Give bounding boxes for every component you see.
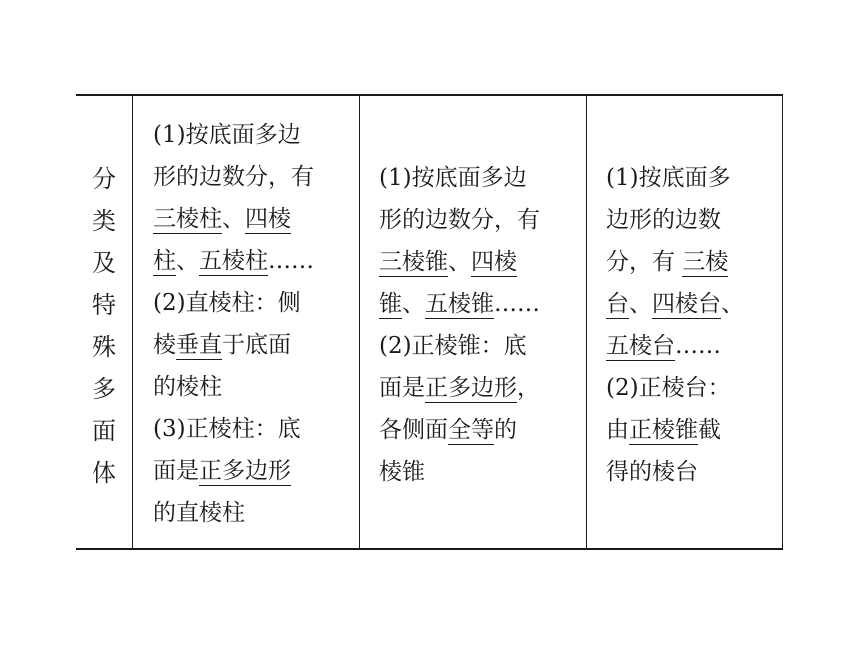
row-header-char: 体 [92, 459, 116, 487]
row-header-char: 及 [92, 249, 116, 277]
text-line [153, 198, 349, 240]
text-line [153, 240, 349, 282]
prism-cell [132, 96, 359, 548]
answer-blank: 柱 [153, 248, 176, 274]
answer-blank: 锥 [379, 291, 402, 317]
text-line: (1)按底面多边 [379, 165, 527, 191]
answer-blank: 五棱柱 [199, 248, 268, 274]
text-line [606, 241, 776, 283]
pyramid-cell [359, 96, 586, 548]
row-header-char: 特 [92, 291, 116, 319]
text-fragment: ， [517, 375, 540, 401]
text-line [606, 283, 776, 325]
text-line [379, 409, 579, 451]
polyhedra-classification-table [76, 94, 783, 550]
table-right-border [782, 96, 783, 548]
row-header-char: 殊 [92, 333, 116, 361]
text-fragment: 各侧面 [379, 417, 448, 443]
row-header-char: 多 [92, 375, 116, 403]
text-line: 的棱柱 [153, 374, 222, 400]
text-line: 棱锥 [379, 459, 425, 485]
text-line: (2)直棱柱：侧 [153, 290, 301, 316]
answer-blank: 台 [606, 291, 629, 317]
text-line: (1)按底面多边 [153, 122, 301, 148]
text-fragment: …… [675, 333, 721, 359]
answer-blank: 全等 [448, 417, 494, 443]
text-fragment: …… [268, 248, 314, 274]
answer-blank: 四棱 [471, 249, 517, 275]
answer-blank: 三棱 [682, 249, 729, 275]
text-fragment: …… [494, 291, 540, 317]
answer-blank: 垂直 [176, 332, 222, 358]
text-fragment: 由 [606, 417, 629, 443]
answer-blank: 三棱柱 [153, 206, 222, 232]
text-line [153, 450, 349, 492]
text-line [379, 241, 579, 283]
text-fragment: 于底面 [222, 332, 291, 358]
answer-blank: 三棱锥 [379, 249, 448, 275]
row-header-char: 分 [92, 165, 116, 193]
answer-blank: 正多边形 [425, 375, 517, 401]
text-line: 形的边数分，有 [379, 207, 540, 233]
text-line: 形的边数分，有 [153, 164, 314, 190]
row-header-cell [76, 96, 132, 548]
text-line: 边形的边数 [606, 207, 721, 233]
text-line: 得的棱台 [606, 459, 698, 485]
text-line: (2)正棱台： [606, 375, 731, 401]
text-fragment: 、 [402, 291, 425, 317]
text-line [606, 409, 776, 451]
prism-text [153, 114, 349, 534]
text-fragment: 截 [698, 417, 721, 443]
pyramid-text [379, 157, 579, 493]
frustum-cell [586, 96, 783, 548]
row-header-char: 面 [92, 417, 116, 445]
answer-blank: 四棱 [245, 206, 291, 232]
text-line: (1)按底面多 [606, 165, 731, 191]
text-fragment: 、 [448, 249, 471, 275]
row-header-text [76, 158, 132, 494]
text-line: (3)正棱柱：底 [153, 416, 301, 442]
answer-blank: 五棱台 [606, 333, 675, 359]
text-fragment: 棱 [153, 332, 176, 358]
row-header-char: 类 [92, 207, 116, 235]
text-line: 的直棱柱 [153, 500, 245, 526]
text-fragment: 分，有 [606, 249, 675, 275]
text-fragment: 、 [176, 248, 199, 274]
text-line [379, 283, 579, 325]
text-fragment: 、 [721, 291, 744, 317]
text-line [153, 324, 349, 366]
answer-blank: 正多边形 [199, 458, 291, 484]
frustum-text [606, 157, 776, 493]
answer-blank: 五棱锥 [425, 291, 494, 317]
text-line [606, 325, 776, 367]
text-fragment: 面是 [379, 375, 425, 401]
text-fragment: 、 [222, 206, 245, 232]
text-line [379, 367, 579, 409]
text-fragment: 面是 [153, 458, 199, 484]
text-line: (2)正棱锥：底 [379, 333, 527, 359]
answer-blank: 四棱台 [652, 291, 721, 317]
answer-blank: 正棱锥 [629, 417, 698, 443]
text-fragment: 的 [494, 417, 517, 443]
text-fragment: 、 [629, 291, 652, 317]
